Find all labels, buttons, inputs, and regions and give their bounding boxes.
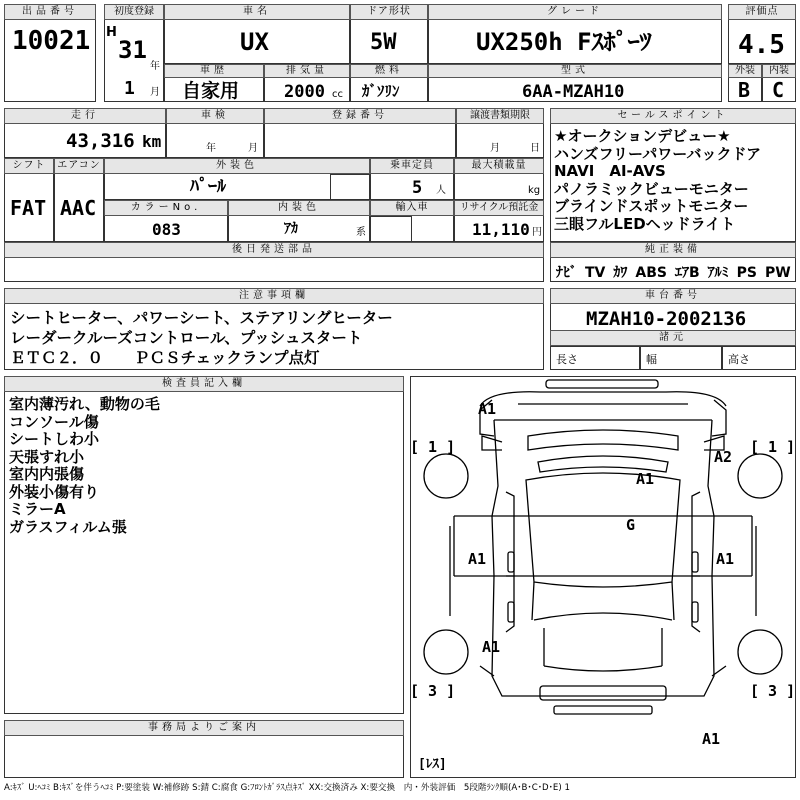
mileage-label: 走行 — [4, 108, 166, 124]
history-label: 車歴 — [164, 64, 264, 78]
max-load-unit: kg — [528, 185, 541, 196]
width-label: 幅 — [646, 353, 657, 366]
displacement-label: 排気量 — [264, 64, 350, 78]
damage-mark-right-door: A1 — [716, 550, 735, 568]
sales-point: ★オークションデビュー★ — [554, 127, 731, 145]
color-no: 083 — [152, 220, 181, 239]
damage-mark-roof: G — [626, 516, 636, 534]
office-label: 事務局よりご案内 — [4, 720, 404, 736]
mileage-unit: km — [142, 132, 162, 151]
equip-leather: ｶﾜ — [613, 265, 628, 281]
ext-color-sub — [330, 174, 370, 200]
sales-points-label: セールスポイント — [550, 108, 796, 124]
specs-label: 諸元 — [550, 330, 796, 346]
fuel: ｶﾞｿﾘﾝ — [362, 82, 400, 100]
ext-color-label: 外装色 — [104, 158, 370, 174]
inspector-label: 検査員記入欄 — [4, 376, 404, 392]
chassis-label: 車台番号 — [550, 288, 796, 304]
inspection-year-unit: 年 — [206, 143, 216, 154]
fuel-label: 燃料 — [350, 64, 428, 78]
equipment-list — [556, 262, 791, 282]
aircon-label: エアコン — [54, 158, 104, 174]
damage-mark-front-left: A1 — [478, 400, 497, 418]
inspection-month-unit: 月 — [248, 143, 258, 154]
equip-ps: PS — [736, 265, 757, 281]
transfer-day-unit: 日 — [530, 143, 540, 154]
inspector-list — [9, 396, 160, 536]
exterior-grade: B — [738, 78, 751, 102]
recycle-fee: 11,110 — [472, 220, 530, 239]
aircon: AAC — [60, 196, 97, 220]
max-load-label: 最大積載量 — [454, 158, 544, 174]
era: H — [106, 25, 117, 40]
reg-number-label: 登録番号 — [264, 108, 456, 124]
shift: FAT — [10, 196, 47, 220]
car-name: UX — [240, 28, 269, 56]
inspector-line: シートしわ小 — [9, 430, 100, 448]
damage-mark-rear-left: A1 — [482, 638, 501, 656]
mileage: 43,316 — [66, 130, 135, 152]
inspector-line: ガラスフィルム張 — [9, 517, 127, 536]
int-color-label: 内装色 — [228, 200, 370, 216]
interior-grade: C — [772, 78, 785, 102]
lot-number: 10021 — [12, 26, 91, 56]
damage-mark-hood: A1 — [636, 470, 655, 488]
car-diagram — [410, 376, 796, 778]
bracket-rear-right: [ 3 ] — [750, 682, 796, 700]
car-name-label: 車名 — [164, 4, 350, 20]
chassis-number: MZAH10-2002136 — [586, 308, 747, 330]
bracket-front-right: [ 1 ] — [750, 438, 796, 456]
bracket-front-left: [ 1 ] — [410, 438, 456, 456]
displacement: 2000 — [284, 82, 325, 102]
sales-point: 三眼フルLEDヘッドライト — [554, 214, 736, 233]
length-label: 長さ — [556, 353, 578, 366]
equip-navi: ﾅﾋﾞ — [556, 265, 577, 281]
sales-point: ハンズフリーパワーバックドア — [554, 144, 762, 163]
door-type: 5W — [370, 30, 397, 55]
inspector-line: コンソール傷 — [9, 412, 99, 431]
score-label: 評価点 — [728, 4, 796, 20]
interior-label: 内装 — [762, 64, 796, 78]
equip-abs: ABS — [635, 265, 667, 281]
note-line: レーダークルーズコントロール、プッシュスタート — [10, 329, 363, 347]
later-parts-label: 後日発送部品 — [4, 242, 544, 258]
history: 自家用 — [182, 80, 240, 102]
import-sub — [370, 216, 412, 242]
displacement-unit: cc — [332, 89, 343, 100]
int-color: ｱｶ — [284, 221, 298, 237]
inspector-line: 室内内張傷 — [9, 465, 85, 483]
transfer-label: 譲渡書類期限 — [456, 108, 544, 124]
int-color-unit: 系 — [356, 227, 366, 238]
bracket-spare: [ﾚｽ] — [418, 757, 447, 772]
note-line: シートヒーター、パワーシート、ステアリングヒーター — [10, 309, 393, 327]
note-line: ＥＴＣ２．０ ＰＣＳチェックランプ点灯 — [10, 349, 320, 367]
color-no-label: カラーNo. — [104, 200, 228, 216]
capacity-unit: 人 — [436, 185, 446, 196]
sales-point: ブラインドスポットモニター — [554, 197, 749, 215]
inspector-line: 外装小傷有り — [9, 482, 100, 501]
ext-color: ﾊﾟｰﾙ — [190, 176, 226, 197]
sales-points-list — [554, 128, 761, 233]
damage-legend: A:ｷｽﾞ U:ﾍｺﾐ B:ｷｽﾞを伴うﾍｺﾐ P:要塗装 W:補修跡 S:錆 C:腐食 G:ﾌﾛﾝﾄｶﾞﾗｽ点ｷｽﾞ XX:交換済み X:要交換 内・外装評価 5段階ﾗﾝｸ順(A･B･C･D･E) 1 — [4, 783, 570, 793]
sales-point: パノラミックビューモニター — [554, 179, 749, 198]
grade: UX250h Fｽﾎﾟｰﾂ — [476, 28, 652, 56]
month-unit: 月 — [150, 87, 160, 98]
lot-label: 出品番号 — [4, 4, 96, 20]
inspection-label: 車検 — [166, 108, 264, 124]
year-unit: 年 — [150, 61, 160, 72]
exterior-label: 外装 — [728, 64, 762, 78]
damage-mark-front-right: A2 — [714, 448, 733, 466]
bracket-rear-left: [ 3 ] — [410, 682, 456, 700]
damage-mark-rear: A1 — [702, 730, 721, 748]
equip-alloy: ｱﾙﾐ — [707, 265, 729, 281]
shift-label: シフト — [4, 158, 54, 174]
grade-label: グレード — [428, 4, 722, 20]
model-label: 型式 — [428, 64, 722, 78]
notes-label: 注意事項欄 — [4, 288, 544, 304]
sales-point: NAVI AI-AVS — [554, 162, 666, 180]
equip-pw: PW — [765, 265, 791, 281]
inspector-line: ミラーA — [9, 500, 66, 518]
inspector-line: 天張すれ小 — [9, 447, 85, 466]
score: 4.5 — [738, 30, 785, 60]
equip-tv: TV — [585, 265, 606, 281]
recycle-unit: 円 — [532, 227, 542, 238]
import-label: 輸入車 — [370, 200, 454, 216]
damage-mark-left-door: A1 — [468, 550, 487, 568]
first-reg-label: 初度登録 — [104, 4, 164, 20]
equipment-label: 純正装備 — [550, 242, 796, 258]
transfer-month-unit: 月 — [490, 143, 500, 154]
model: 6AA-MZAH10 — [522, 82, 625, 102]
inspector-line: 室内薄汚れ、動物の毛 — [9, 395, 160, 413]
notes-list — [10, 308, 393, 368]
equip-airbag: ｴｱB — [674, 265, 700, 281]
door-label: ドア形状 — [350, 4, 428, 20]
reg-month: 1 — [124, 78, 135, 99]
capacity-label: 乗車定員 — [370, 158, 454, 174]
height-label: 高さ — [728, 353, 750, 366]
recycle-label: リサイクル預託金 — [454, 200, 544, 216]
capacity: 5 — [412, 178, 423, 198]
reg-year: 31 — [118, 36, 147, 64]
